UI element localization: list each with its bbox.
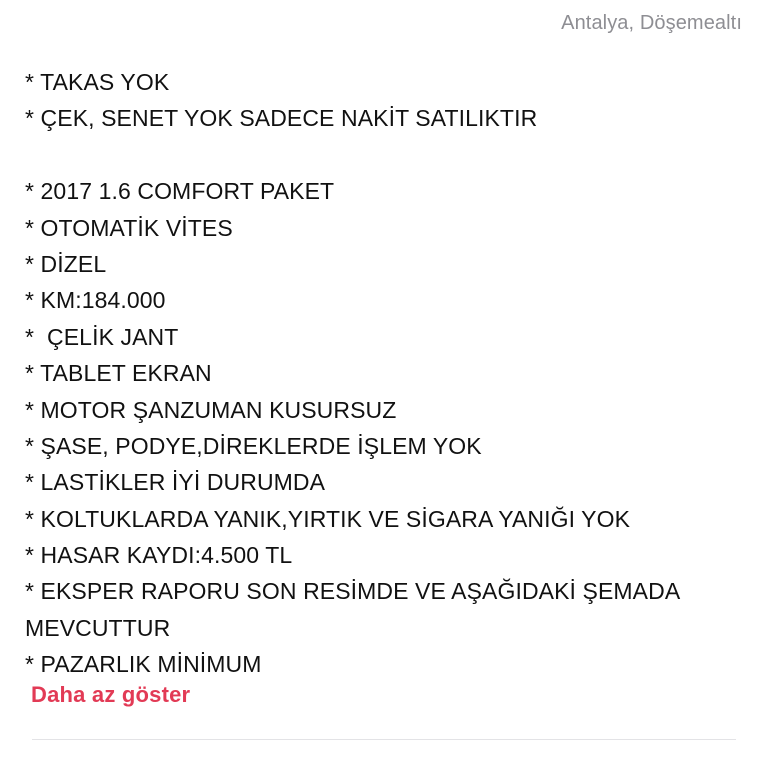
description-line: * PAZARLIK MİNİMUM [25,651,262,678]
description-line: * HASAR KAYDI:4.500 TL [25,542,293,569]
listing-location: Antalya, Döşemealtı [561,12,742,34]
description-line: * LASTİKLER İYİ DURUMDA [25,469,326,496]
description-line: * TAKAS YOK [25,69,170,95]
description-line [25,137,745,173]
description-line: * ÇELİK JANT [25,323,179,350]
listing-description [25,64,745,683]
description-line: * MOTOR ŞANZUMAN KUSURSUZ [25,396,397,423]
description-line: MEVCUTTUR [25,614,171,641]
description-line: * KM:184.000 [25,287,166,314]
description-line: * EKSPER RAPORU SON RESİMDE VE AŞAĞIDAKİ ŞEMADA [25,578,681,605]
description-line: * ŞASE, PODYE,DİREKLERDE İŞLEM YOK [25,432,482,459]
description-line: * DİZEL [25,250,107,277]
description-line: * KOLTUKLARDA YANIK,YIRTIK VE SİGARA YANIĞI YOK [25,505,631,532]
description-line: * TABLET EKRAN [25,360,212,387]
description-line: * 2017 1.6 COMFORT PAKET [25,178,335,205]
description-line: * ÇEK, SENET YOK SADECE NAKİT SATILIKTIR [25,105,538,132]
section-divider [32,739,736,740]
show-less-link[interactable]: Daha az göster [31,682,191,707]
description-line: * OTOMATİK VİTES [25,214,233,241]
